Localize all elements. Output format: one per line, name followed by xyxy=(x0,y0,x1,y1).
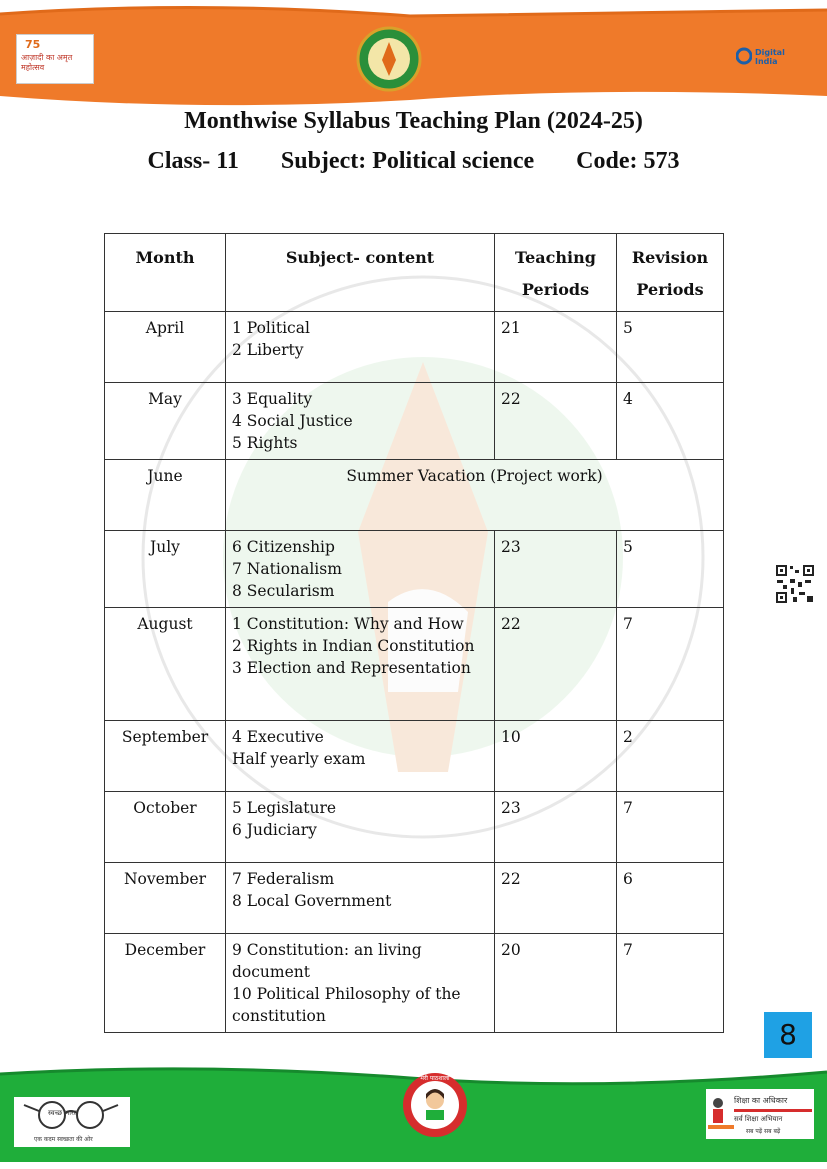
teaching-periods-cell: 23 xyxy=(495,792,617,863)
month-cell: November xyxy=(105,863,226,934)
teaching-periods-cell: 22 xyxy=(495,383,617,460)
month-cell: July xyxy=(105,531,226,608)
header-teaching: Teaching Periods xyxy=(495,234,617,312)
topic-item: 5 Legislature xyxy=(232,799,337,817)
topic-item: 8 Secularism xyxy=(232,582,335,600)
header-revision: Revision Periods xyxy=(617,234,724,312)
table-row xyxy=(105,312,724,383)
month-cell: August xyxy=(105,608,226,721)
azadi-ka-amrit-mahotsav-logo: 75 आज़ादी का अमृत महोत्सव xyxy=(16,34,94,84)
topic-item: 4 Executive xyxy=(232,728,324,746)
revision-periods-cell: 5 xyxy=(617,312,724,383)
topic-item: 3 Equality xyxy=(232,390,313,408)
table-row xyxy=(105,721,724,792)
header-content: Subject- content xyxy=(226,234,495,312)
digital-india-icon xyxy=(736,46,752,66)
topic-item: 8 Local Government xyxy=(232,892,392,910)
table-row xyxy=(105,863,724,934)
topic-item: Half yearly exam xyxy=(232,750,366,768)
vacation-cell: Summer Vacation (Project work) xyxy=(226,460,724,531)
page-title: Monthwise Syllabus Teaching Plan (2024-25) xyxy=(184,108,643,134)
table-row xyxy=(105,608,724,721)
teaching-periods-cell: 22 xyxy=(495,863,617,934)
subject-label: Subject: Political science xyxy=(280,148,535,174)
topic-item: 2 Rights in Indian Constitution xyxy=(232,637,475,655)
month-cell: June xyxy=(105,460,226,531)
teaching-periods-cell: 20 xyxy=(495,934,617,1033)
month-cell: December xyxy=(105,934,226,1033)
content-cell xyxy=(226,792,495,863)
revision-periods-cell: 7 xyxy=(617,792,724,863)
topic-item: 3 Election and Representation xyxy=(232,659,471,677)
topic-item: 6 Judiciary xyxy=(232,821,317,839)
syllabus-table xyxy=(104,233,724,1033)
meri-pathshala-logo: मेरी पाठशाला xyxy=(402,1072,468,1138)
revision-periods-cell: 2 xyxy=(617,721,724,792)
board-emblem-icon xyxy=(356,26,422,92)
code-label: Code: 573 xyxy=(576,148,680,174)
content-cell xyxy=(226,531,495,608)
topic-item: 7 Nationalism xyxy=(232,560,342,578)
table-row xyxy=(105,792,724,863)
revision-periods-cell: 4 xyxy=(617,383,724,460)
table-header-row xyxy=(105,234,724,312)
topic-item: 7 Federalism xyxy=(232,870,335,888)
page-number: 8 xyxy=(764,1012,812,1058)
month-cell: September xyxy=(105,721,226,792)
content-cell xyxy=(226,721,495,792)
revision-periods-cell: 7 xyxy=(617,934,724,1033)
teaching-periods-cell: 22 xyxy=(495,608,617,721)
content-cell xyxy=(226,934,495,1033)
page-subtitle xyxy=(0,148,827,175)
class-label: Class- 11 xyxy=(147,148,239,174)
month-cell: October xyxy=(105,792,226,863)
children-pencil-icon xyxy=(708,1095,734,1135)
table-row xyxy=(105,934,724,1033)
header-month: Month xyxy=(105,234,226,312)
topic-item: 2 Liberty xyxy=(232,341,304,359)
table-row xyxy=(105,460,724,531)
topic-item: 10 Political Philosophy of the constitution xyxy=(232,985,461,1025)
topic-item: 6 Citizenship xyxy=(232,538,335,556)
content-cell xyxy=(226,383,495,460)
content-cell xyxy=(226,608,495,721)
topic-item: 4 Social Justice xyxy=(232,412,353,430)
topic-item: 5 Rights xyxy=(232,434,298,452)
content-cell xyxy=(226,863,495,934)
revision-periods-cell: 6 xyxy=(617,863,724,934)
teaching-periods-cell: 10 xyxy=(495,721,617,792)
swachh-bharat-logo: स्वच्छ भारत एक कदम स्वच्छता की ओर xyxy=(14,1097,130,1147)
table-row xyxy=(105,383,724,460)
topic-item: 9 Constitution: an living document xyxy=(232,941,422,981)
content-cell xyxy=(226,312,495,383)
table-row xyxy=(105,531,724,608)
qr-code xyxy=(775,564,815,604)
topic-item: 1 Political xyxy=(232,319,310,337)
teaching-periods-cell: 23 xyxy=(495,531,617,608)
month-cell: April xyxy=(105,312,226,383)
teaching-periods-cell: 21 xyxy=(495,312,617,383)
month-cell: May xyxy=(105,383,226,460)
shiksha-ka-adhikar-logo: शिक्षा का अधिकार सर्व शिक्षा अभियान सब पढ़ें सब बढ़ें xyxy=(706,1089,814,1139)
revision-periods-cell: 5 xyxy=(617,531,724,608)
revision-periods-cell: 7 xyxy=(617,608,724,721)
digital-india-logo: Digital India xyxy=(736,44,806,68)
topic-item: 1 Constitution: Why and How xyxy=(232,615,464,633)
